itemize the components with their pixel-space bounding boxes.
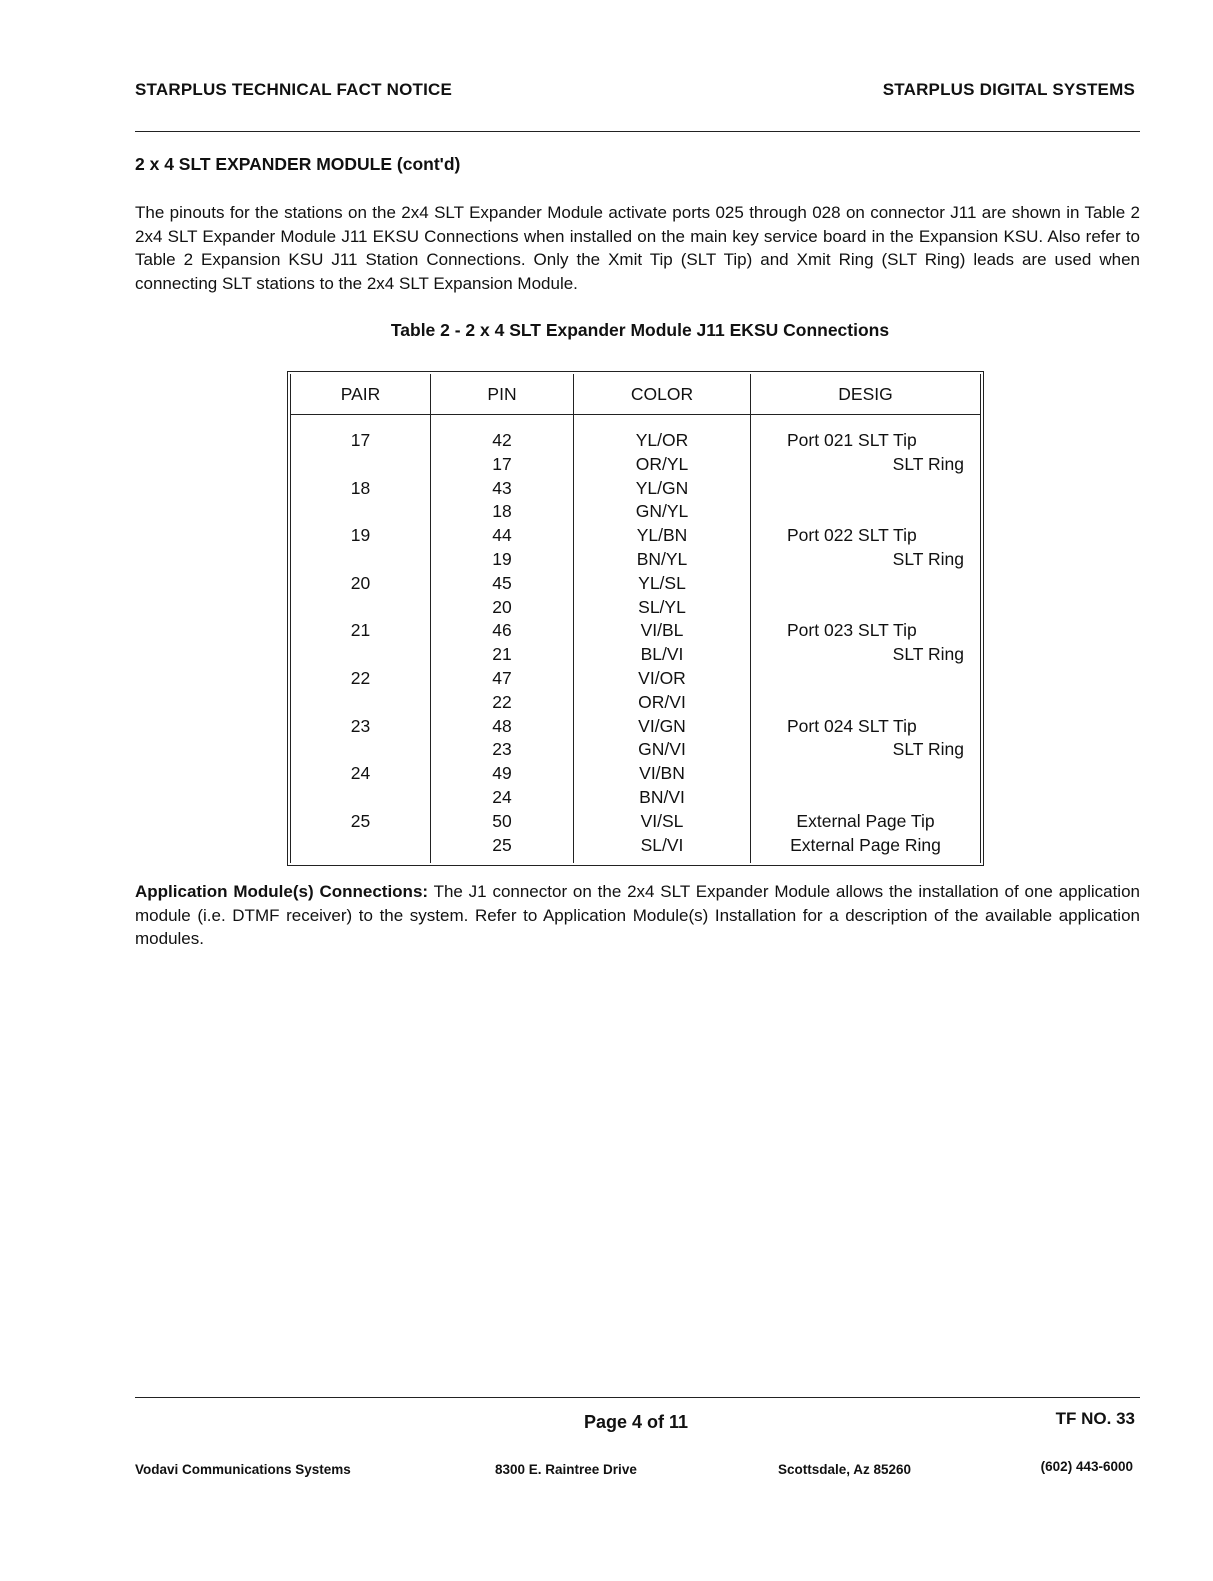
- desig-column: [751, 415, 981, 864]
- pin-cell: 24: [492, 786, 512, 807]
- pair-cell: [291, 834, 430, 858]
- footer-phone: (602) 443-6000: [1040, 1459, 1133, 1474]
- color-column: [574, 415, 751, 864]
- pin-cell: 17: [492, 453, 512, 474]
- pair-cell: [291, 548, 430, 572]
- desig-cell: Port 024 SLT Tip: [787, 715, 917, 736]
- pin-cell: 20: [492, 596, 512, 617]
- color-cell: YL/GN: [635, 477, 689, 498]
- desig-cell: External Page Tip: [796, 810, 935, 831]
- pair-cell: 23: [350, 715, 371, 736]
- footer-divider: [135, 1397, 1140, 1398]
- pin-cell: 21: [492, 644, 512, 665]
- pair-cell: 21: [350, 620, 371, 641]
- pair-cell: [291, 738, 430, 762]
- application-paragraph: [135, 880, 1140, 951]
- header-left-title: STARPLUS TECHNICAL FACT NOTICE: [135, 80, 453, 99]
- color-cell: BL/VI: [640, 644, 684, 665]
- pin-cell: 44: [492, 525, 512, 546]
- pair-cell: 20: [350, 572, 371, 593]
- table-header-row: [291, 374, 981, 415]
- color-cell: VI/SL: [640, 810, 684, 831]
- desig-cell: SLT Ring: [892, 644, 964, 665]
- application-label: Application Module(s) Connections:: [135, 882, 429, 901]
- desig-cell: Port 022 SLT Tip: [787, 525, 917, 546]
- page-number: Page 4 of 11: [583, 1412, 689, 1432]
- pin-cell: 19: [492, 548, 512, 569]
- desig-cell: [751, 786, 980, 810]
- intro-paragraph: The pinouts for the stations on the 2x4 SLT Expander Module activate ports 025 through 028 on connector J11 are shown in Table 2 2x4 SLT Expander Module J11 EKSU Connections when installed on the main key service board in the Expansion KSU. Also refer to Table 2 Expansion KSU J11 Station Connections. Only the Xmit Tip (SLT Tip) and Xmit Ring (SLT Ring) leads are used when connecting SLT stations to the 2x4 SLT Expansion Module.: [135, 203, 1140, 293]
- pin-cell: 47: [492, 667, 512, 688]
- color-cell: OR/YL: [635, 453, 689, 474]
- pin-cell: 18: [492, 501, 512, 522]
- pair-cell: [291, 453, 430, 477]
- connections-table-frame: [287, 371, 984, 866]
- pair-cell: 24: [350, 763, 371, 784]
- desig-cell: SLT Ring: [892, 739, 964, 760]
- footer-city: Scottsdale, Az 85260: [778, 1462, 912, 1477]
- color-cell: BN/VI: [639, 786, 685, 807]
- color-cell: VI/BL: [640, 620, 684, 641]
- pin-column: [431, 415, 574, 864]
- desig-cell: [751, 596, 980, 620]
- pair-cell: [291, 596, 430, 620]
- pair-cell: [291, 786, 430, 810]
- pin-cell: 43: [492, 477, 512, 498]
- desig-cell: [751, 500, 980, 524]
- desig-cell: [751, 762, 980, 786]
- color-cell: BN/YL: [636, 548, 688, 569]
- desig-cell: Port 021 SLT Tip: [787, 430, 917, 450]
- header-pair: PAIR: [291, 374, 431, 415]
- pin-cell: 45: [492, 572, 512, 593]
- pin-cell: 42: [492, 430, 512, 450]
- application-text: The J1 connector on the 2x4 SLT Expander Module allows the installation of one application module (i.e. DTMF receiver) to the system. Refer to Application Module(s) Installation for a description of the available application modules.: [135, 882, 1140, 948]
- footer-address: 8300 E. Raintree Drive: [495, 1462, 637, 1477]
- color-cell: SL/YL: [638, 596, 686, 617]
- color-cell: SL/VI: [640, 834, 684, 855]
- color-cell: VI/OR: [638, 667, 686, 688]
- section-title: 2 x 4 SLT EXPANDER MODULE (cont'd): [135, 154, 461, 174]
- color-cell: VI/GN: [638, 715, 686, 736]
- pair-cell: 19: [350, 525, 371, 546]
- table-body-row: [291, 415, 981, 864]
- desig-cell: [751, 572, 980, 596]
- color-cell: OR/VI: [638, 691, 686, 712]
- pair-cell: 18: [350, 477, 371, 498]
- desig-cell: External Page Ring: [790, 834, 941, 855]
- pin-cell: 50: [492, 810, 512, 831]
- desig-cell: Port 023 SLT Tip: [787, 620, 917, 641]
- color-cell: VI/BN: [639, 763, 685, 784]
- connections-table: [290, 374, 981, 863]
- color-cell: GN/YL: [635, 501, 689, 522]
- pin-cell: 46: [492, 620, 512, 641]
- pair-cell: 22: [350, 667, 371, 688]
- pair-cell: 17: [350, 430, 371, 450]
- pin-cell: 22: [492, 691, 512, 712]
- pin-cell: 49: [492, 763, 512, 784]
- pin-cell: 23: [492, 739, 512, 760]
- footer-company: Vodavi Communications Systems: [135, 1462, 351, 1477]
- header-right-title: STARPLUS DIGITAL SYSTEMS: [882, 80, 1135, 99]
- color-cell: YL/OR: [635, 430, 689, 450]
- color-cell: GN/VI: [638, 739, 686, 760]
- pair-cell: [291, 643, 430, 667]
- pair-cell: 25: [350, 810, 371, 831]
- header-color: COLOR: [574, 374, 751, 415]
- table-caption: Table 2 - 2 x 4 SLT Expander Module J11 EKSU Connections: [390, 320, 890, 340]
- desig-cell: [751, 667, 980, 691]
- color-cell: YL/BN: [636, 525, 688, 546]
- desig-cell: [751, 477, 980, 501]
- header-pin: PIN: [431, 374, 574, 415]
- pin-cell: 48: [492, 715, 512, 736]
- tf-number: TF NO. 33: [1055, 1409, 1135, 1428]
- pair-cell: [291, 691, 430, 715]
- header-divider: [135, 131, 1140, 132]
- desig-cell: SLT Ring: [892, 548, 964, 569]
- pair-column: [291, 415, 431, 864]
- color-cell: YL/SL: [638, 572, 686, 593]
- header-desig: DESIG: [751, 374, 981, 415]
- desig-cell: [751, 691, 980, 715]
- pin-cell: 25: [492, 834, 512, 855]
- pair-cell: [291, 500, 430, 524]
- desig-cell: SLT Ring: [892, 453, 964, 474]
